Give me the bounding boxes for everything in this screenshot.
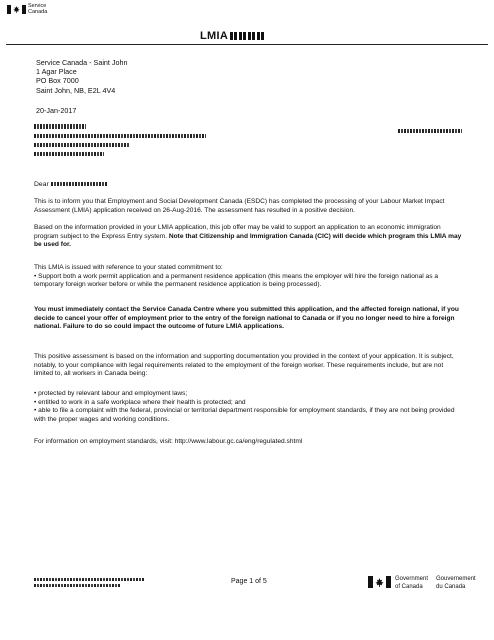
redacted-recipient-line bbox=[34, 143, 130, 147]
requirements-list bbox=[34, 390, 462, 424]
gov-en-line-2: of Canada bbox=[395, 583, 423, 590]
address-line-4: Saint John, NB, E2L 4V4 bbox=[36, 85, 116, 95]
document-title bbox=[200, 30, 264, 42]
redacted-footer-timestamp bbox=[34, 584, 120, 587]
salutation-text: Dear bbox=[34, 181, 49, 188]
gov-fr-line-1: Gouvernement bbox=[436, 576, 476, 582]
redacted-recipient-name bbox=[34, 124, 86, 129]
salutation bbox=[34, 181, 107, 188]
paragraph-express-entry bbox=[34, 224, 462, 250]
service-canada-logo bbox=[7, 3, 47, 15]
list-item: • protected by relevant labour and employment laws; bbox=[34, 390, 188, 397]
page-number: Page 1 of 5 bbox=[231, 578, 267, 585]
address-line-3: PO Box 7000 bbox=[36, 76, 79, 86]
footer-reference bbox=[34, 578, 144, 587]
list-item: • able to file a complaint with the federal, provincial or territorial department responsible for employment standards, if they are not being provided with the proper wages and working conditions. bbox=[34, 407, 455, 423]
brand-line-2: Canada bbox=[28, 9, 48, 15]
canada-flag-icon bbox=[368, 576, 391, 588]
paragraph-positive-assessment: This positive assessment is based on the information and supporting documentation you provided in the context of your application. It is subject, notably, to your compliance with legal requirements related to the employment of the foreign worker. These requirements include, but are not limited to, all workers in Canada being: bbox=[34, 353, 454, 378]
contact-notice-text: You must immediately contact the Service Canada Centre where you submitted this application, and the affected foreign national, if you decide to cancel your offer of employment prior to the entry of the foreign national to Canada or if you no longer need to hire a foreign national. Failure to do so could impact the outcome of future LMIA applications. bbox=[34, 306, 459, 331]
redacted-file-number bbox=[398, 129, 462, 133]
gov-english bbox=[395, 576, 428, 591]
flag-bar-right bbox=[386, 576, 391, 588]
gov-french bbox=[436, 576, 476, 591]
redacted-number bbox=[230, 32, 264, 40]
brand-line-1: Service bbox=[28, 3, 47, 9]
maple-leaf-icon bbox=[11, 5, 22, 14]
paragraph-contact-notice bbox=[34, 306, 462, 332]
list-item: • entitled to work in a safe workplace where their health is protected; and bbox=[34, 398, 246, 406]
brand-text bbox=[28, 3, 47, 15]
paragraph-employment-standards: For information on employment standards, visit: http://www.labour.gc.ca/eng/regulated.shtml bbox=[34, 438, 303, 445]
address-line-1: Service Canada - Saint John bbox=[36, 58, 128, 67]
paragraph-commitment bbox=[34, 264, 462, 290]
sender-address bbox=[36, 58, 128, 95]
maple-leaf-icon bbox=[373, 576, 386, 588]
redacted-footer-code bbox=[34, 578, 144, 581]
commitment-intro: This LMIA is issued with reference to your stated commitment to: bbox=[34, 264, 223, 271]
redacted-recipient-line bbox=[34, 134, 206, 138]
commitment-bullet: • Support both a work permit application and a permanent residence application (this means the employer will hire the foreign national as a temporary foreign worker before or while the permanent residence application is being processed). bbox=[34, 272, 439, 289]
redacted-salutation-name bbox=[51, 182, 107, 186]
paragraph-intro: This is to inform you that Employment and Social Development Canada (ESDC) has completed the processing of your Labour Market Impact Assessment (LMIA) application received on 26-Aug-2016. The assessment has resulted in a positive decision. bbox=[34, 198, 445, 214]
header-divider bbox=[6, 44, 488, 45]
paragraph-text: Based on the information provided in your LMIA application, this job offer may be valid to support an application to an economic immigration program subject to the Express Entry system. bbox=[34, 224, 441, 240]
gov-en-line-1: Government bbox=[395, 576, 429, 582]
paragraph-bold-note: Note that Citizenship and Immigration Canada (CIC) will decide which program this LMIA may be used for. bbox=[34, 232, 462, 249]
gov-fr-line-2: du Canada bbox=[436, 583, 466, 590]
flag-bar-right bbox=[22, 5, 26, 14]
address-line-2: 1 Agar Place bbox=[36, 67, 77, 77]
government-of-canada-wordmark bbox=[368, 576, 484, 591]
letter-date: 20-Jan-2017 bbox=[36, 106, 77, 115]
redacted-recipient-line bbox=[34, 152, 104, 156]
title-text: LMIA bbox=[200, 30, 229, 42]
